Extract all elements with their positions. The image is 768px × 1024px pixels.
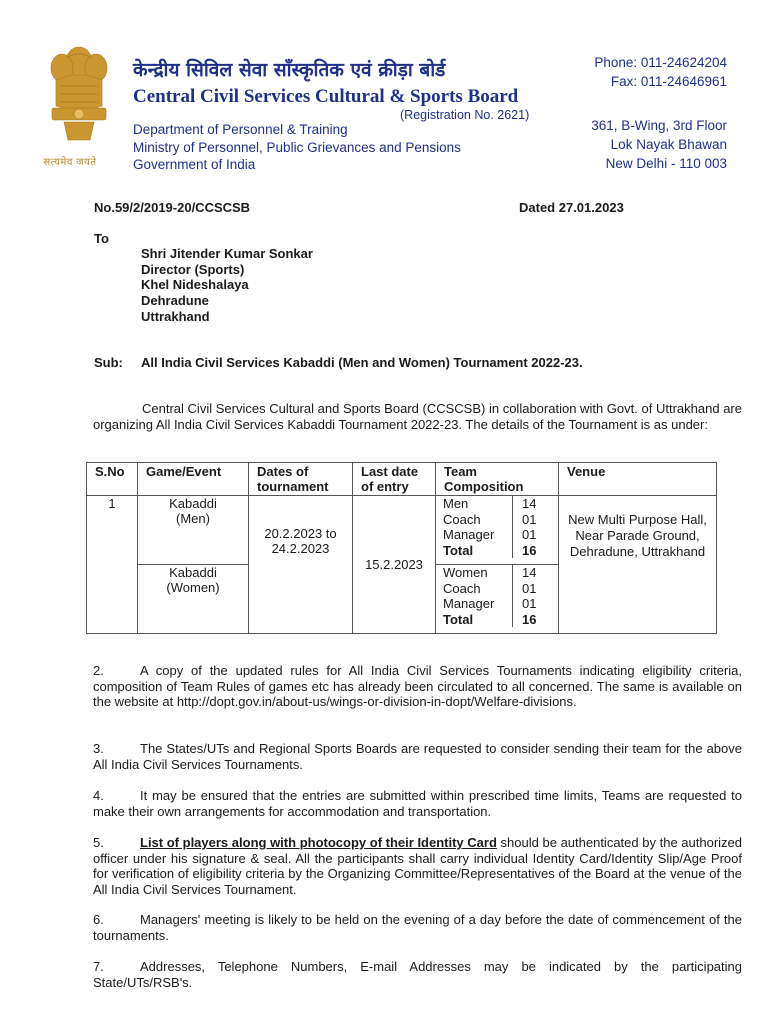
department-block	[133, 121, 461, 174]
cell-dates: 20.2.2023 to 24.2.2023	[249, 496, 353, 634]
header-event: Game/Event	[138, 463, 249, 496]
paragraph-5-emphasis: List of players along with photocopy of their Identity Card	[140, 835, 497, 850]
team-row: Manager 01	[436, 527, 558, 543]
addressee-line: Uttrakhand	[141, 308, 210, 324]
team-total-row: Total 16	[436, 543, 558, 559]
header-sno: S.No	[87, 463, 138, 496]
board-title-english: Central Civil Services Cultural & Sports Board	[133, 86, 519, 107]
paragraph-7: 7. Addresses, Telephone Numbers, E-mail Addresses may be indicated by the participating State/UTs/RSB's.	[93, 959, 742, 990]
office-address	[591, 116, 727, 173]
board-title-hindi: केन्द्रीय सिविल सेवा साँस्कृतिक एवं क्रीड़ा बोर्ड	[133, 59, 446, 81]
department-line: Department of Personnel & Training	[133, 122, 348, 137]
to-label: To	[94, 231, 109, 246]
emblem-motto: सत्यमेव जयते	[43, 157, 97, 168]
cell-sno: 1	[87, 496, 138, 634]
paragraph-5: 5. List of players along with photocopy of their Identity Card should be authenticated by the authorized officer under his signature & seal. All the participants shall carry individual Identity Card/Identity Slip/Age Proof for verification of eligibility criteria by the Organizing Committee/Representatives of the Board at the venue of the All India Civil Services Tournament.	[93, 835, 743, 897]
intro-paragraph: Central Civil Services Cultural and Sports Board (CCSCSB) in collaboration with Govt. of Uttrakhand are organizing All India Civil Services Kabaddi Tournament 2022-23. The details of the Tournament is as under:	[93, 401, 742, 432]
contact-block	[594, 53, 727, 91]
team-row: Coach 01	[436, 512, 558, 528]
team-row: Manager 01	[436, 596, 558, 612]
address-line: 361, B-Wing, 3rd Floor	[591, 118, 727, 133]
cell-team-men	[436, 496, 559, 565]
team-row: Coach 01	[436, 581, 558, 597]
team-row: Women 14	[436, 565, 558, 581]
ministry-line: Ministry of Personnel, Public Grievances and Pensions	[133, 139, 461, 155]
cell-team-women	[436, 565, 559, 634]
address-line: Lok Nayak Bhawan	[610, 137, 727, 152]
addressee-line: Khel Nideshalaya	[141, 277, 249, 293]
cell-last-date: 15.2.2023	[353, 496, 436, 634]
subject-text: All India Civil Services Kabaddi (Men and Women) Tournament 2022-23.	[141, 355, 583, 370]
paragraph-2: 2. A copy of the updated rules for All India Civil Services Tournaments indicating eligibility criteria, composition of Team Rules of games etc has already been circulated to all concerned. The same is available on the website at http://dopt.gov.in/about-us/wings-or-division-in-dopt/Welfare-divisions.	[93, 663, 742, 709]
cell-event-women: Kabaddi (Women)	[138, 565, 249, 634]
header-team: Team Composition	[436, 463, 559, 496]
header-dates: Dates of tournament	[249, 463, 353, 496]
address-line: New Delhi - 110 003	[605, 156, 727, 171]
addressee-line: Director (Sports)	[141, 261, 245, 277]
cell-venue: New Multi Purpose Hall, Near Parade Ground, Dehradune, Uttrakhand	[559, 496, 717, 634]
paragraph-4: 4. It may be ensured that the entries are submitted within prescribed time limits, Teams are requested to make their own arrangements for accommodation and transportation.	[93, 788, 742, 819]
subject-line	[94, 355, 583, 370]
addressee-block	[141, 246, 313, 325]
paragraph-6: 6. Managers' meeting is likely to be held on the evening of a day before the date of commencement of the tournaments.	[93, 912, 742, 943]
header-venue: Venue	[559, 463, 717, 496]
paragraph-3: 3. The States/UTs and Regional Sports Boards are requested to consider sending their team for the above All India Civil Services Tournaments.	[93, 741, 742, 772]
registration-number: (Registration No. 2621)	[400, 108, 530, 122]
subject-label: Sub:	[94, 355, 123, 370]
team-total-row: Total 16	[436, 612, 558, 628]
tournament-details-table	[86, 462, 717, 634]
addressee-line: Shri Jitender Kumar Sonkar	[141, 246, 313, 261]
header-last-date: Last date of entry	[353, 463, 436, 496]
team-row: Men 14	[436, 496, 558, 512]
fax-number: Fax: 011-24646961	[610, 74, 727, 89]
letter-date: Dated 27.01.2023	[519, 200, 624, 215]
cell-event-men: Kabaddi (Men)	[138, 496, 249, 565]
phone-number: Phone: 011-24624204	[594, 55, 727, 70]
government-line: Government of India	[133, 157, 256, 172]
reference-number: No.59/2/2019-20/CCSCSB	[94, 200, 251, 215]
addressee-line: Dehradune	[141, 293, 209, 309]
